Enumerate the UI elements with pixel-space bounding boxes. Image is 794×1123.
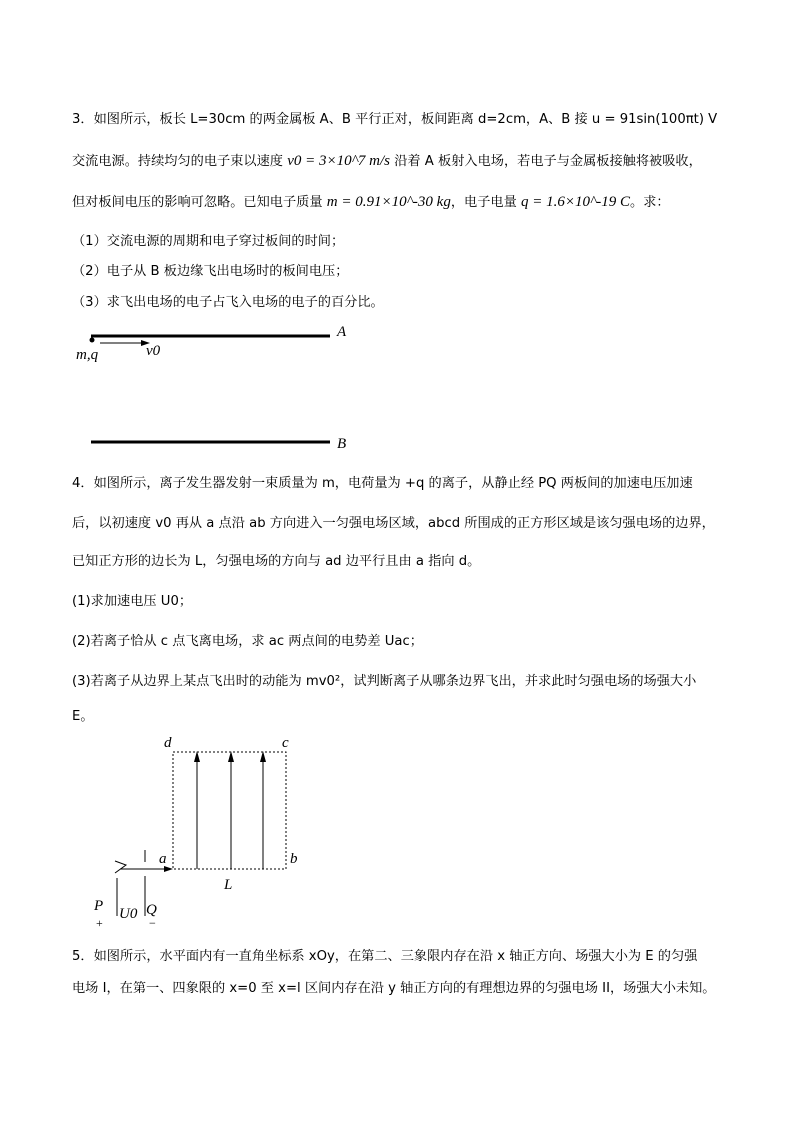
corner-a-label: a xyxy=(159,851,167,867)
q3-line2-b: 沿着 A 板射入电场，若电子与金属板接触将被吸收， xyxy=(390,154,702,169)
q4-sub2: (2)若离子恰从 c 点飞离电场，求 ac 两点间的电势差 Uac； xyxy=(72,634,423,649)
q4-sub1: (1)求加速电压 U0； xyxy=(72,594,193,609)
field-region-square xyxy=(173,752,286,869)
field-arrow-1 xyxy=(194,751,200,762)
field-arrow-2 xyxy=(228,751,234,762)
q3-mass-formula: m = 0.91×10^-30 kg xyxy=(326,194,451,210)
q3-line3-c: 。求： xyxy=(630,195,670,210)
minus-sign: − xyxy=(149,916,156,930)
corner-b-label: b xyxy=(290,851,298,867)
q3-line3-b: ，电子电量 xyxy=(450,195,521,210)
plus-sign: + xyxy=(96,916,103,930)
q3-v0-formula: v0 = 3×10^7 m/s xyxy=(287,153,391,169)
q3-sub3: （3）求飞出电场的电子占飞入电场的电子的百分比。 xyxy=(72,295,384,310)
field-arrow-3 xyxy=(260,751,266,762)
q3-line3-a: 但对板间电压的影响可忽略。已知电子质量 xyxy=(72,195,327,210)
q3-sub2: （2）电子从 B 板边缘飞出电场时的板间电压； xyxy=(72,264,349,279)
q4-sub3-cont: E。 xyxy=(72,709,94,724)
q4-line2: 后，以初速度 v0 再从 a 点沿 ab 方向进入一匀强电场区域，abcd 所围成的正方形区域是该匀强电场的边界， xyxy=(72,516,715,531)
q3-line2-a: 交流电源。持续均匀的电子束以速度 xyxy=(72,154,288,169)
velocity-label: v0 xyxy=(146,343,161,359)
side-length-label: L xyxy=(224,877,233,893)
corner-c-label: c xyxy=(282,735,289,751)
q3-line1: 3．如图所示，板长 L=30cm 的两金属板 A、B 平行正对，板间距离 d=2cm，A、B 接 u = 91sin(100πt) V xyxy=(72,112,718,127)
q4-sub3: (3)若离子从边界上某点飞出时的动能为 mv0²，试判断离子从哪条边界飞出，并求此时匀强电场的场强大小 xyxy=(72,674,697,689)
plate-b-label: B xyxy=(337,436,347,452)
q5-line1: 5．如图所示，水平面内有一直角坐标系 xOy，在第二、三象限内存在沿 x 轴正方向、场强大小为 E 的匀强 xyxy=(72,949,698,964)
plate-p-label: P xyxy=(94,898,104,914)
q4-line1: 4．如图所示，离子发生器发射一束质量为 m，电荷量为 +q 的离子，从静止经 PQ 两板间的加速电压加速 xyxy=(72,476,693,491)
q4-line3: 已知正方形的边长为 L，匀强电场的方向与 ad 边平行且由 a 指向 d。 xyxy=(72,554,481,569)
q3-sub1: （1）交流电源的周期和电子穿过板间的时间； xyxy=(72,234,345,249)
plate-a-label: A xyxy=(337,324,347,340)
q3-charge-formula: q = 1.6×10^-19 C xyxy=(520,194,631,210)
plate-q-label: Q xyxy=(146,902,157,918)
electron-source-dot xyxy=(90,338,95,343)
ion-generator-symbol xyxy=(115,861,126,873)
corner-d-label: d xyxy=(164,735,172,751)
q5-line2: 电场 I，在第一、四象限的 x=0 至 x=l 区间内存在沿 y 轴正方向的有理想边界的匀强电场 II，场强大小未知。 xyxy=(72,981,716,996)
voltage-u0-label: U0 xyxy=(119,906,138,922)
particle-label: m,q xyxy=(76,347,99,363)
